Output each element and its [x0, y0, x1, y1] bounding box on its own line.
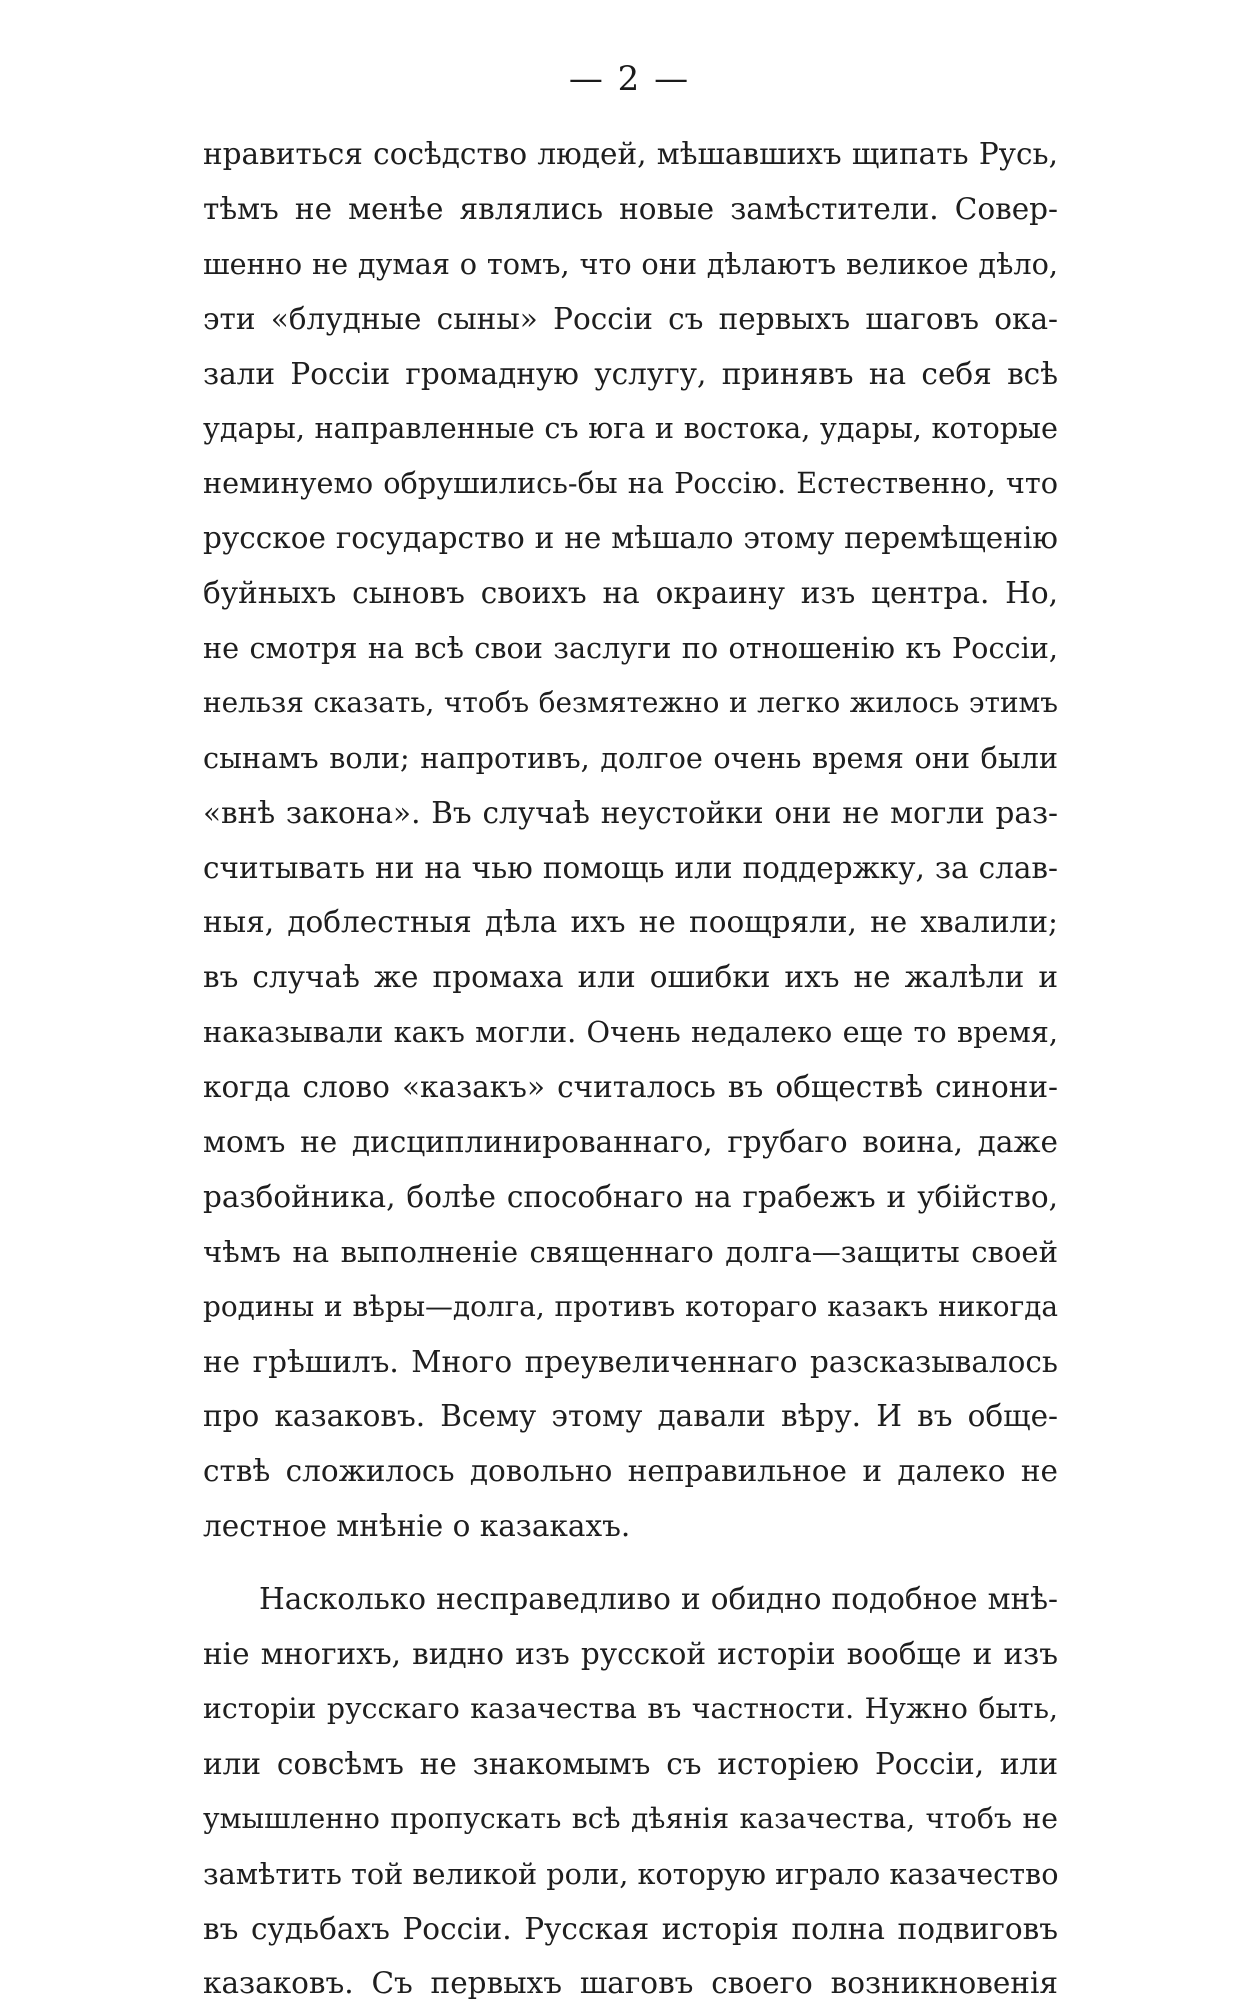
- text-line: не смотря на всѣ свои заслуги по отношенію къ Россіи,: [203, 631, 1058, 666]
- text-line: не грѣшилъ. Много преувеличеннаго разсказывалось: [203, 1344, 1058, 1379]
- text-line: ствѣ сложилось довольно неправильное и далеко не: [203, 1454, 1058, 1489]
- text-line: или совсѣмъ не знакомымъ съ исторіею Россіи, или: [203, 1746, 1058, 1781]
- text-line: ныя, доблестныя дѣла ихъ не поощряли, не хвалили;: [203, 905, 1058, 940]
- text-line: умышленно пропускать всѣ дѣянія казачества, чтобъ не: [203, 1801, 1058, 1835]
- text-line: наказывали какъ могли. Очень недалеко еще то время,: [203, 1015, 1058, 1050]
- page-number: — 2 —: [568, 59, 691, 99]
- paragraph: [203, 127, 1058, 1554]
- text-line: ніе многихъ, видно изъ русской исторіи вообще и изъ: [203, 1637, 1058, 1672]
- text-line: считывать ни на чью помощь или поддержку, за слав-: [203, 850, 1058, 885]
- text-line: когда слово «казакъ» считалось въ обществѣ синони-: [203, 1070, 1058, 1105]
- text-line: замѣтить той великой роли, которую играло казачество: [203, 1856, 1058, 1891]
- text-line: исторіи русскаго казачества въ частности. Нужно быть,: [203, 1691, 1058, 1725]
- text-line: про казаковъ. Всему этому давали вѣру. И въ обще-: [203, 1399, 1058, 1434]
- text-line: буйныхъ сыновъ своихъ на окраину изъ центра. Но,: [203, 576, 1058, 611]
- text-line: нравиться сосѣдство людей, мѣшавшихъ щипать Русь,: [203, 137, 1058, 171]
- text-line: нельзя сказать, чтобъ безмятежно и легко жилось этимъ: [203, 685, 1058, 719]
- text-line: родины и вѣры—долга, противъ котораго казакъ никогда: [203, 1289, 1058, 1323]
- paragraph: [203, 1572, 1058, 2011]
- text-line: зали Россіи громадную услугу, принявъ на себя всѣ: [203, 356, 1058, 391]
- text-line: въ случаѣ же промаха или ошибки ихъ не жалѣли и: [203, 960, 1058, 995]
- text-line: момъ не дисциплинированнаго, грубаго воина, даже: [203, 1125, 1058, 1160]
- text-line: «внѣ закона». Въ случаѣ неустойки они не могли раз-: [203, 795, 1058, 830]
- text-line: эти «блудные сыны» Россіи съ первыхъ шаговъ ока-: [203, 301, 1058, 336]
- text-line: шенно не думая о томъ, что они дѣлаютъ великое дѣло,: [203, 246, 1058, 281]
- text-line: неминуемо обрушились-бы на Россію. Естественно, что: [203, 466, 1058, 501]
- text-line: въ судьбахъ Россіи. Русская исторія полна подвиговъ: [203, 1911, 1058, 1946]
- text-line: чѣмъ на выполненіе священнаго долга—защиты своей: [203, 1234, 1058, 1269]
- text-line: разбойника, болѣе способнаго на грабежъ и убійство,: [203, 1179, 1058, 1214]
- body-text: [203, 127, 1058, 2011]
- text-line: Насколько несправедливо и обидно подобное мнѣ-: [259, 1582, 1058, 1617]
- paragraph-gap: [203, 1554, 1058, 1572]
- text-line: тѣмъ не менѣе являлись новые замѣстители. Совер-: [203, 191, 1058, 226]
- text-line: сынамъ воли; напротивъ, долгое очень время они были: [203, 740, 1058, 775]
- text-line: казаковъ. Съ первыхъ шаговъ своего возникновенія: [203, 1966, 1058, 2001]
- text-line: лестное мнѣніе о казакахъ.: [203, 1509, 631, 1544]
- text-line: удары, направленные съ юга и востока, удары, которые: [203, 411, 1058, 446]
- text-line: русское государство и не мѣшало этому перемѣщенію: [203, 521, 1058, 556]
